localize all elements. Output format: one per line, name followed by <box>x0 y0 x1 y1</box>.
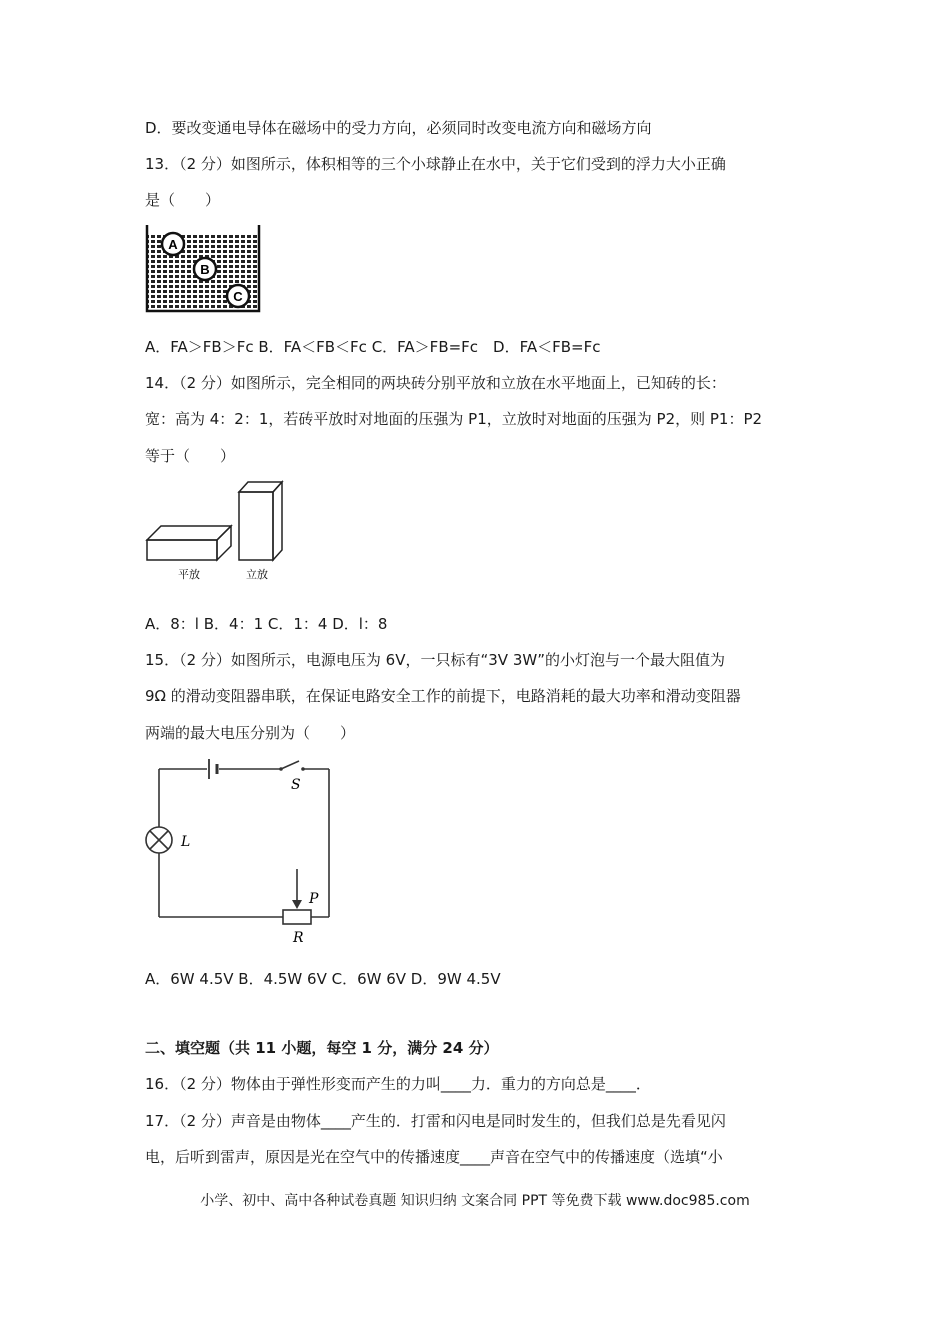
lamp <box>146 827 172 853</box>
ball-c-label: C <box>233 289 243 304</box>
switch-blade <box>281 761 299 769</box>
q13-balls-figure <box>145 225 265 313</box>
q13-stem-line1: 13．（2 分）如图所示，体积相等的三个小球静止在水中，关于它们受到的浮力大小正确 <box>145 155 726 173</box>
ball-a <box>162 233 184 255</box>
q12-option-d: D．要改变通电导体在磁场中的受力方向，必须同时改变电流方向和磁场方向 <box>145 119 652 137</box>
flat-brick <box>147 526 231 560</box>
q14-stem-line1: 14．（2 分）如图所示，完全相同的两块砖分别平放和立放在水平地面上，已知砖的长： <box>145 374 726 392</box>
q14-options: A．8：l B．4：1 C．1：4 D．l：8 <box>145 615 388 633</box>
q15-stem-line1: 15．（2 分）如图所示，电源电压为 6V，一只标有“3V 3W”的小灯泡与一个最大阻值为 <box>145 651 725 669</box>
resistor-label: R <box>293 930 304 946</box>
ball-b-label: B <box>200 262 210 277</box>
ball-b <box>194 258 216 280</box>
q17-stem-line2: 电，后听到雷声，原因是光在空气中的传播速度____声音在空气中的传播速度（选填“小 <box>145 1148 723 1166</box>
q15-stem-line2: 9Ω 的滑动变阻器串联，在保证电路安全工作的前提下，电路消耗的最大功率和滑动变阻器 <box>145 687 741 705</box>
q13-options: A．FA＞FB＞Fc B．FA＜FB＜Fc C．FA＞FB=Fc D．FA＜FB=Fc <box>145 338 601 356</box>
q15-options: A．6W 4.5V B．4.5W 6V C．6W 6V D．9W 4.5V <box>145 970 501 988</box>
switch-label: S <box>291 777 301 793</box>
q13-stem-line2: 是（ ） <box>145 191 221 209</box>
resistor-body <box>283 910 311 924</box>
q14-stem-line2: 宽：高为 4：2：1，若砖平放时对地面的压强为 P1，立放时对地面的压强为 P2，则 P1：P2 <box>145 410 763 428</box>
q17-stem-line1: 17．（2 分）声音是由物体____产生的．打雷和闪电是同时发生的，但我们总是先看见闪 <box>145 1112 726 1130</box>
q16-stem: 16．（2 分）物体由于弹性形变而产生的力叫____力．重力的方向总是____． <box>145 1075 651 1093</box>
page-footer: 小学、初中、高中各种试卷真题 知识归纳 文案合同 PPT 等免费下载 www.doc985.com <box>200 1193 750 1209</box>
slider-label: P <box>309 891 319 907</box>
upright-label: 立放 <box>246 568 268 581</box>
upright-brick <box>239 482 282 560</box>
q14-bricks-figure <box>145 478 305 583</box>
section-2-heading: 二、填空题（共 11 小题，每空 1 分，满分 24 分） <box>145 1039 499 1057</box>
ball-c <box>227 285 249 307</box>
slider-arrow <box>292 900 302 909</box>
flat-label: 平放 <box>178 568 200 581</box>
q15-stem-line3: 两端的最大电压分别为（ ） <box>145 724 356 742</box>
q14-stem-line3: 等于（ ） <box>145 447 236 465</box>
q15-circuit-figure <box>145 757 345 947</box>
lamp-label: L <box>181 834 191 850</box>
ball-a-label: A <box>168 237 178 252</box>
